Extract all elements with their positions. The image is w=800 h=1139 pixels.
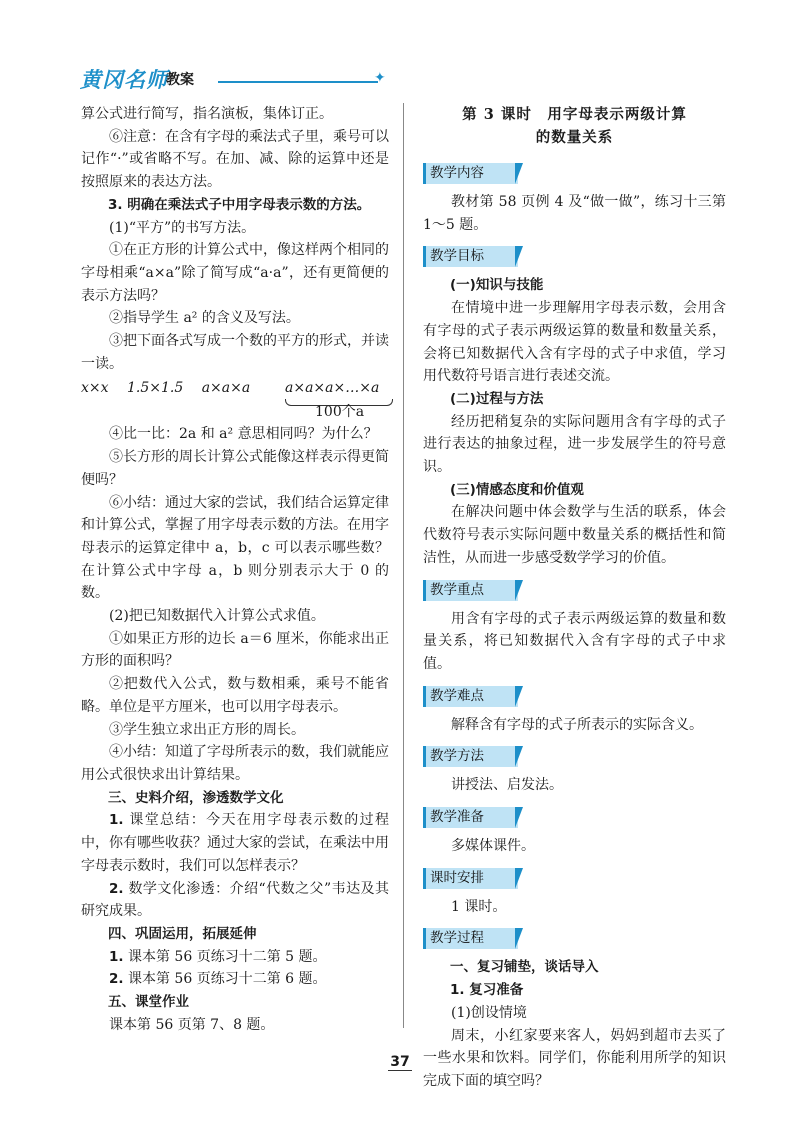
paragraph: 讲授法、启发法。 bbox=[451, 777, 563, 794]
paragraph: ①如果正方形的边长 a＝6 厘米，你能求出正方形的面积吗？ bbox=[81, 630, 389, 670]
paragraph: ④小结：知道了字母所表示的数，我们就能应用公式很快求出计算结果。 bbox=[81, 744, 389, 783]
paragraph: ⑥注意：在含有字母的乘法式子里，乘号可以记作“·”或省略不写。在加、减、除的运算中还是按照原来的表达方法。 bbox=[81, 128, 389, 191]
brand-subtitle: 教案 bbox=[166, 72, 194, 88]
item-number: 2. bbox=[109, 971, 124, 988]
sparkle-icon: ✦ bbox=[374, 70, 386, 86]
section-label bbox=[423, 807, 726, 829]
right-sections bbox=[423, 163, 726, 1093]
paragraph: ⑤长方形的周长计算公式能像这样表示得更简便吗？ bbox=[81, 449, 389, 488]
section-label-text: 教学方法 bbox=[430, 748, 484, 765]
formula-3: a×a×a bbox=[201, 380, 251, 397]
paragraph: (1)创设情境 bbox=[451, 1004, 527, 1021]
underbrace-label: 100个a bbox=[315, 404, 365, 421]
section-label bbox=[423, 580, 726, 602]
paragraph: ③学生独立求出正方形的周长。 bbox=[109, 721, 305, 738]
paragraph: ③把下面各式写成一个数的平方的形式，并读一读。 bbox=[81, 333, 389, 372]
section-label-text: 教学过程 bbox=[430, 930, 484, 947]
numbered-paragraph bbox=[81, 809, 389, 877]
paragraph: 在情境中进一步理解用字母表示数，会用含有字母的式子表示两级运算的数量和数量关系，会将已知数据代入含有字母的式子中求值，学习用代数符号语言进行表述交流。 bbox=[423, 300, 726, 385]
square-formula-row bbox=[81, 377, 389, 423]
page-header bbox=[80, 64, 410, 94]
column-divider bbox=[403, 103, 404, 1028]
sub-heading: 一、复习铺垫，谈话导入 bbox=[450, 959, 599, 976]
sub-heading: (一)知识与技能 bbox=[450, 277, 544, 294]
section-label-text: 教学目标 bbox=[430, 248, 484, 265]
lesson-title bbox=[423, 103, 726, 149]
bold-heading: 3. 明确在乘法式子中用字母表示数的方法。 bbox=[108, 196, 371, 213]
brand-logo: 黄冈名师 bbox=[80, 68, 168, 92]
paragraph: ①在正方形的计算公式中，像这样两个相同的字母相乘“a×a”除了简写成“a·a”，还有更简便的表示方法吗？ bbox=[81, 242, 389, 304]
paragraph: 算公式进行简写，指名演板，集体订正。 bbox=[81, 106, 333, 122]
section-label-text: 教学重点 bbox=[430, 581, 484, 598]
left-column bbox=[81, 103, 389, 1036]
paragraph: ④比一比：2a 和 a² 意思相同吗？为什么？ bbox=[109, 426, 378, 443]
section-label-text: 教学准备 bbox=[430, 809, 484, 826]
item-text: 课本第 56 页练习十二第 5 题。 bbox=[123, 948, 327, 965]
section-label-corner bbox=[515, 686, 523, 707]
sub-heading: 1. 复习准备 bbox=[450, 982, 524, 999]
left-text-block-1 bbox=[81, 103, 389, 375]
paragraph: 在解决问题中体会数学与生活的联系，体会代数符号表示实际问题中数量关系的概括性和简洁性，从而进一步感受数学学习的价值。 bbox=[423, 504, 726, 566]
item-text: 课堂总结：今天在用字母表示数的过程中，你有哪些收获？通过大家的尝试，在乘法中用字母表示数时，我们可以怎样表示？ bbox=[81, 812, 389, 874]
section-label bbox=[423, 746, 726, 768]
bold-heading: 五、课堂作业 bbox=[108, 994, 189, 1011]
paragraph: 课本第 56 页第 7、8 题。 bbox=[109, 1016, 275, 1033]
paragraph: ②把数代入公式，数与数相乘，乘号不能省略。单位是平方厘米，也可以用字母表示。 bbox=[81, 676, 389, 715]
section-label-text: 教学内容 bbox=[430, 165, 484, 181]
sub-heading: (二)过程与方法 bbox=[450, 390, 544, 407]
section-label-corner bbox=[515, 580, 523, 601]
formula-4: a×a×a×…×a bbox=[285, 380, 380, 397]
right-column bbox=[423, 103, 726, 1093]
left-text-block-2 bbox=[81, 423, 389, 1036]
sub-heading: (三)情感态度和价值观 bbox=[450, 481, 584, 498]
section-label bbox=[423, 686, 726, 708]
bold-heading: 四、巩固运用，拓展延伸 bbox=[108, 925, 257, 942]
bold-heading: 三、史料介绍，渗透数学文化 bbox=[108, 789, 284, 806]
paragraph: 用含有字母的式子表示两级运算的数量和数量关系，将已知数据代入含有字母的式子中求值。 bbox=[423, 610, 726, 672]
item-text: 数学文化渗透：介绍“代数之父”韦达及其研究成果。 bbox=[81, 880, 389, 920]
section-label-corner bbox=[515, 807, 523, 828]
section-label-corner bbox=[515, 928, 523, 949]
lesson-title-line-2: 的数量关系 bbox=[535, 129, 614, 146]
numbered-paragraph bbox=[81, 946, 389, 969]
section-label bbox=[423, 163, 726, 185]
paragraph: (1)“平方”的书写方法。 bbox=[109, 219, 256, 236]
section-label-corner bbox=[515, 246, 523, 267]
paragraph: 1 课时。 bbox=[451, 898, 507, 915]
formula-1: x×x bbox=[81, 380, 109, 397]
paragraph: 经历把稍复杂的实际问题用含有字母的式子进行表达的抽象过程，进一步发展学生的符号意识。 bbox=[423, 413, 726, 476]
section-label bbox=[423, 868, 726, 890]
paragraph: 多媒体课件。 bbox=[451, 838, 535, 855]
section-label-text: 教学难点 bbox=[430, 687, 484, 704]
section-label-text: 课时安排 bbox=[430, 869, 484, 886]
item-text: 课本第 56 页练习十二第 6 题。 bbox=[123, 971, 327, 988]
lesson-title-line-1: 第 3 课时 用字母表示两级计算 bbox=[462, 106, 687, 123]
section-label-corner bbox=[515, 163, 523, 184]
paragraph: 周末，小红家要来客人，妈妈到超市去买了一些水果和饮料。同学们，你能利用所学的知识完成下面的填空吗？ bbox=[423, 1027, 726, 1089]
section-label bbox=[423, 246, 726, 268]
section-label bbox=[423, 928, 726, 950]
numbered-paragraph bbox=[81, 968, 389, 991]
item-number: 1. bbox=[109, 948, 124, 965]
formula-2: 1.5×1.5 bbox=[126, 380, 184, 397]
paragraph: ②指导学生 a² 的含义及写法。 bbox=[109, 310, 300, 327]
paragraph: ⑥小结：通过大家的尝试，我们结合运算定律和计算公式，掌握了用字母表示数的方法。在用字母表示的运算定律中 a，b，c 可以表示哪些数？在计算公式中字母 a，b 则分别表示大于 0 的数。 bbox=[81, 494, 389, 602]
page-number: 37 bbox=[390, 1054, 410, 1070]
section-label-corner bbox=[515, 868, 523, 889]
paragraph: (2)把已知数据代入计算公式求值。 bbox=[109, 608, 325, 625]
paragraph: 解释含有字母的式子所表示的实际含义。 bbox=[451, 716, 703, 733]
paragraph: 教材第 58 页例 4 及“做一做”，练习十三第 1～5 题。 bbox=[423, 194, 726, 233]
item-number: 2. bbox=[109, 880, 124, 897]
header-rule bbox=[218, 81, 378, 83]
section-label-corner bbox=[515, 746, 523, 767]
numbered-paragraph bbox=[81, 878, 389, 923]
item-number: 1. bbox=[109, 812, 124, 829]
